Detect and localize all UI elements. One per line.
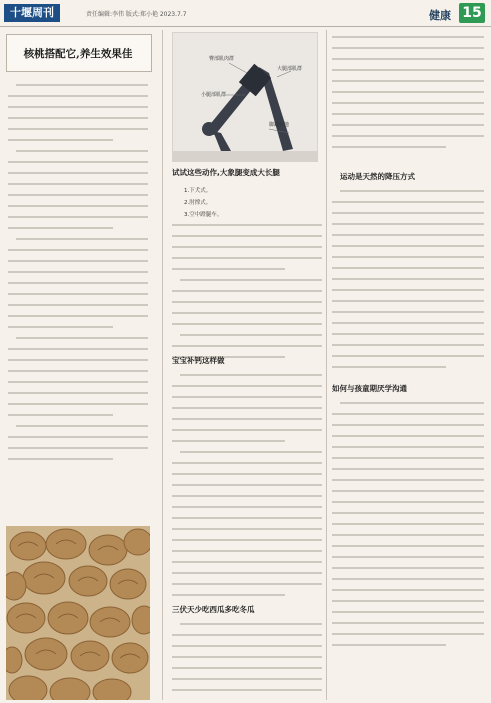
- column-divider: [162, 30, 163, 700]
- step-3: 3.空中蹬腿车。: [184, 212, 223, 218]
- step-1: 1.下犬式。: [184, 188, 212, 194]
- section-title: 健康: [429, 9, 451, 22]
- walnut-photo: [6, 526, 150, 700]
- quit-body: [332, 400, 484, 653]
- heading-wintermelon: 三伏天少吃西瓜多吃冬瓜: [172, 605, 255, 614]
- photo-label-glute: 臀部肌肉群: [209, 56, 235, 62]
- article-body-left: [8, 82, 148, 467]
- calcium-body: [172, 372, 322, 603]
- masthead: [0, 0, 491, 27]
- sport-body: [332, 188, 484, 375]
- heading-calcium: 宝宝补钙这样做: [172, 356, 225, 365]
- step-2: 2.肘撑式。: [184, 200, 212, 206]
- heading-exercise: 试试这些动作,大象腿变成大长腿: [172, 168, 280, 177]
- right-body-top: [332, 34, 484, 155]
- page-number-badge: 15: [459, 3, 485, 23]
- exercise-body: [172, 222, 322, 365]
- photo-label-thigh: 大腿部肌群: [277, 66, 303, 72]
- photo-label-heel: 脚跟着地: [269, 122, 290, 128]
- editor-meta: 责任编辑:李伟 版式:郑小艳 2023.7.7: [86, 11, 187, 18]
- article-title: 核桃搭配它,养生效果佳: [23, 48, 133, 60]
- newspaper-logo: 十堰周刊: [4, 4, 60, 22]
- heading-quit: 如何与孩童期厌学沟通: [332, 384, 407, 393]
- wintermelon-body: [172, 621, 322, 698]
- heading-sport: 运动是天然的降压方式: [340, 172, 415, 181]
- photo-label-calf: 小腿部肌群: [201, 92, 227, 98]
- yoga-photo: [172, 32, 318, 162]
- column-divider-2: [326, 30, 327, 700]
